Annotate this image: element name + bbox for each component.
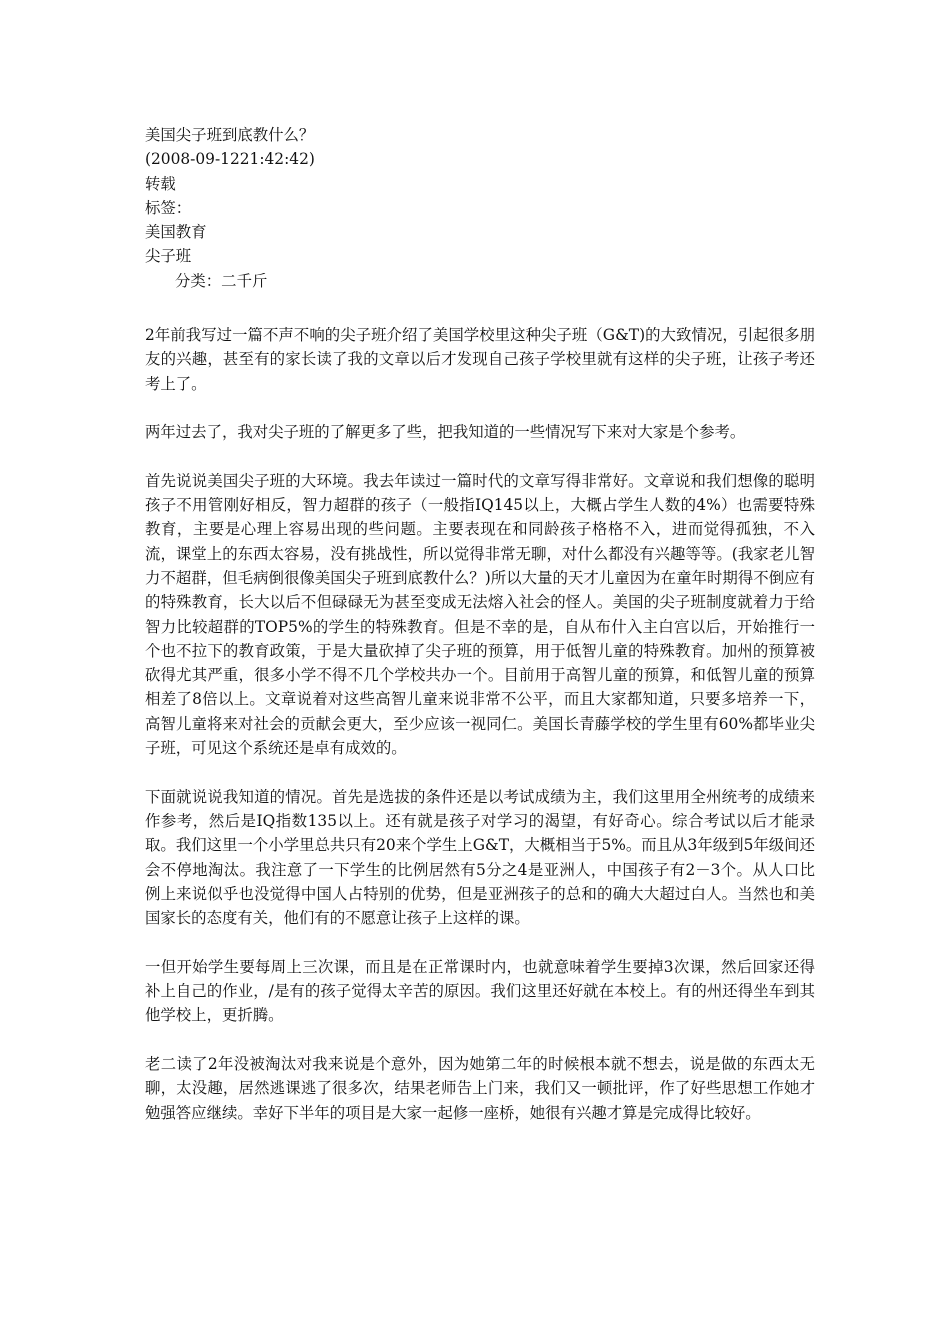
repost-label: 转载 [145, 174, 176, 193]
paragraph: 两年过去了，我对尖子班的了解更多了些，把我知道的一些情况写下来对大家是个参考。 [145, 423, 746, 442]
paragraph: 下面就说说我知道的情况。首先是选拔的条件还是以考试成绩为主，我们这里用全州统考的成绩来作参考，然后是IQ指数135以上。还有就是孩子对学习的渴望，有好奇心。综合考试以后才能录取。我们这里一个小学里总共只有20来个学生上G&T，大概相当于5%。而且从3年级到5年级间还会不停地淘汰。我注意了一下学生的比例居然有5分之4是亚洲人，中国孩子有2－3个。从人口比例上来说似乎也没觉得中国人占特别的优势，但是亚洲孩子的总和的确大大超过白人。当然也和美国家长的态度有关，他们有的不愿意让孩子上这样的课。 [145, 787, 815, 928]
tags-label: 标签： [145, 198, 192, 217]
tag-item[interactable]: 尖子班 [145, 247, 192, 266]
paragraph: 老二读了2年没被淘汰对我来说是个意外，因为她第二年的时候根本就不想去，说是做的东西太无聊，太没趣，居然逃课逃了很多次，结果老师告上门来，我们又一顿批评，作了好些思想工作她才勉强答应继续。幸好下半年的项目是大家一起修一座桥，她很有兴趣才算是完成得比较好。 [145, 1054, 815, 1122]
article-body [145, 323, 815, 1149]
paragraph: 一但开始学生要每周上三次课，而且是在正常课时内，也就意味着学生要掉3次课，然后回家还得补上自己的作业，/是有的孩子觉得太辛苦的原因。我们这里还好就在本校上。有的州还得坐车到其他学校上，更折腾。 [145, 957, 815, 1025]
post-title: 美国尖子班到底教什么？ [145, 126, 315, 144]
tag-item[interactable]: 美国教育 [145, 223, 207, 242]
paragraph: 2年前我写过一篇不声不响的尖子班介绍了美国学校里这种尖子班（G&T)的大致情况，引起很多朋友的兴趣，甚至有的家长读了我的文章以后才发现自己孩子学校里就有这样的尖子班，让孩子考还考上了。 [145, 326, 815, 393]
post-datetime: (2008-09-1221:42:42) [145, 150, 315, 169]
post-header [145, 123, 825, 293]
paragraph: 首先说说美国尖子班的大环境。我去年读过一篇时代的文章写得非常好。文章说和我们想像的聪明孩子不用管刚好相反，智力超群的孩子（一般指IQ145以上，大概占学生人数的4%）也需要特殊教育，主要是心理上容易出现的些问题。主要表现在和同龄孩子格格不入，进而觉得孤独，不入流，课堂上的东西太容易，没有挑战性，所以觉得非常无聊，对什么都没有兴趣等等。(我家老儿智力不超群，但毛病倒很像美国尖子班到底教什么？)所以大量的天才儿童因为在童年时期得不倒应有的特殊教育，长大以后不但碌碌无为甚至变成无法熔入社会的怪人。美国的尖子班制度就着力于给智力比较超群的TOP5%的学生的特殊教育。但是不幸的是，自从布什入主白宫以后，开始推行一个也不拉下的教育政策，于是大量砍掉了尖子班的预算，用于低智儿童的特殊教育。加州的预算被砍得尤其严重，很多小学不得不几个学校共办一个。目前用于高智儿童的预算，和低智儿童的预算相差了8倍以上。文章说着对这些高智儿童来说非常不公平，而且大家都知道，只要多培养一下，高智儿童将来对社会的贡献会更大，至少应该一视同仁。美国长青藤学校的学生里有60%都毕业尖子班，可见这个系统还是卓有成效的。 [145, 471, 815, 758]
post-category: 分类：二千斤 [175, 271, 268, 290]
